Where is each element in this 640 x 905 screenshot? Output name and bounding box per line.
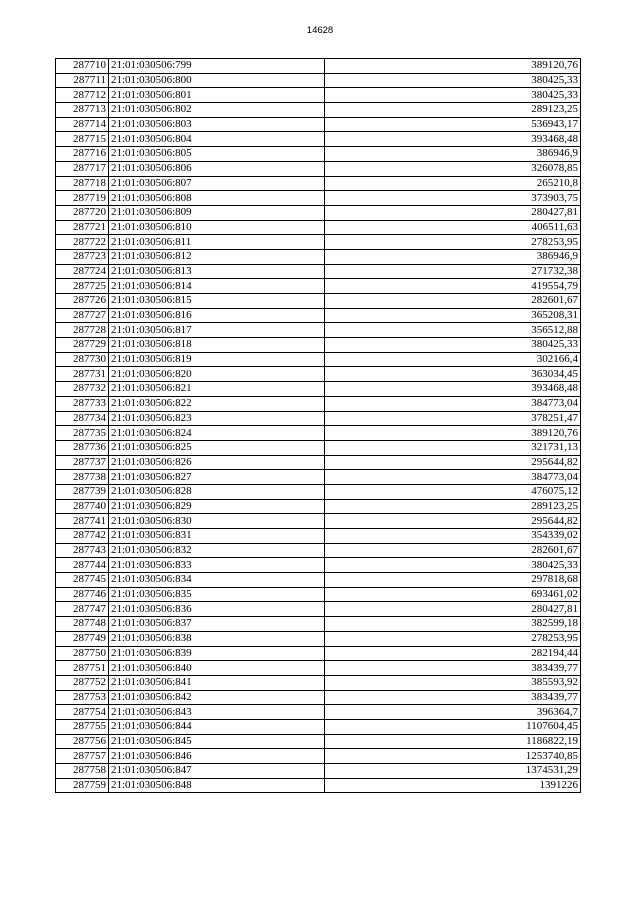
table-row: [56, 352, 581, 367]
cadastral-number-cell: 21:01:030506:813: [109, 264, 325, 279]
value-cell: 536943,17: [325, 117, 581, 132]
row-number-cell: 287756: [56, 734, 109, 749]
cadastral-number-cell: 21:01:030506:819: [109, 352, 325, 367]
value-cell: 278253,95: [325, 235, 581, 250]
value-cell: 289123,25: [325, 103, 581, 118]
table-row: [56, 484, 581, 499]
row-number-cell: 287730: [56, 352, 109, 367]
cadastral-number-cell: 21:01:030506:824: [109, 426, 325, 441]
table-row: [56, 132, 581, 147]
row-number-cell: 287717: [56, 161, 109, 176]
value-cell: 378251,47: [325, 411, 581, 426]
table-row: [56, 205, 581, 220]
value-cell: 1374531,29: [325, 764, 581, 779]
table-row: [56, 103, 581, 118]
cadastral-number-cell: 21:01:030506:812: [109, 249, 325, 264]
row-number-cell: 287739: [56, 484, 109, 499]
cadastral-number-cell: 21:01:030506:829: [109, 499, 325, 514]
row-number-cell: 287754: [56, 705, 109, 720]
value-cell: 280427,81: [325, 602, 581, 617]
cadastral-number-cell: 21:01:030506:838: [109, 631, 325, 646]
cadastral-number-cell: 21:01:030506:801: [109, 88, 325, 103]
page-number: 14628: [306, 25, 334, 36]
value-cell: 356512,88: [325, 323, 581, 338]
table-row: [56, 558, 581, 573]
row-number-cell: 287731: [56, 367, 109, 382]
table-row: [56, 249, 581, 264]
registry-table: [55, 58, 581, 793]
value-cell: 393468,48: [325, 132, 581, 147]
row-number-cell: 287713: [56, 103, 109, 118]
value-cell: 295644,82: [325, 514, 581, 529]
cadastral-number-cell: 21:01:030506:825: [109, 440, 325, 455]
row-number-cell: 287722: [56, 235, 109, 250]
table-row: [56, 294, 581, 309]
row-number-cell: 287723: [56, 249, 109, 264]
row-number-cell: 287725: [56, 279, 109, 294]
value-cell: 419554,79: [325, 279, 581, 294]
table-row: [56, 367, 581, 382]
cadastral-number-cell: 21:01:030506:810: [109, 220, 325, 235]
value-cell: 389120,76: [325, 426, 581, 441]
table-row: [56, 426, 581, 441]
value-cell: 385593,92: [325, 675, 581, 690]
cadastral-number-cell: 21:01:030506:822: [109, 396, 325, 411]
row-number-cell: 287738: [56, 470, 109, 485]
table-row: [56, 617, 581, 632]
row-number-cell: 287741: [56, 514, 109, 529]
cadastral-number-cell: 21:01:030506:847: [109, 764, 325, 779]
cadastral-number-cell: 21:01:030506:842: [109, 690, 325, 705]
value-cell: 383439,77: [325, 661, 581, 676]
cadastral-number-cell: 21:01:030506:834: [109, 573, 325, 588]
table-row: [56, 764, 581, 779]
cadastral-number-cell: 21:01:030506:828: [109, 484, 325, 499]
value-cell: 295644,82: [325, 455, 581, 470]
row-number-cell: 287726: [56, 294, 109, 309]
cadastral-number-cell: 21:01:030506:804: [109, 132, 325, 147]
value-cell: 1186822,19: [325, 734, 581, 749]
cadastral-number-cell: 21:01:030506:817: [109, 323, 325, 338]
table-row: [56, 778, 581, 793]
value-cell: 1391226: [325, 778, 581, 793]
cadastral-number-cell: 21:01:030506:843: [109, 705, 325, 720]
value-cell: 265210,8: [325, 176, 581, 191]
table-row: [56, 264, 581, 279]
row-number-cell: 287744: [56, 558, 109, 573]
row-number-cell: 287752: [56, 675, 109, 690]
table-row: [56, 587, 581, 602]
value-cell: 278253,95: [325, 631, 581, 646]
table-row: [56, 323, 581, 338]
row-number-cell: 287716: [56, 147, 109, 162]
table-row: [56, 499, 581, 514]
row-number-cell: 287759: [56, 778, 109, 793]
table-row: [56, 147, 581, 162]
value-cell: 282194,44: [325, 646, 581, 661]
row-number-cell: 287732: [56, 382, 109, 397]
table-row: [56, 235, 581, 250]
table-row: [56, 690, 581, 705]
row-number-cell: 287719: [56, 191, 109, 206]
value-cell: 289123,25: [325, 499, 581, 514]
row-number-cell: 287743: [56, 543, 109, 558]
table-row: [56, 514, 581, 529]
table-row: [56, 455, 581, 470]
cadastral-number-cell: 21:01:030506:848: [109, 778, 325, 793]
row-number-cell: 287733: [56, 396, 109, 411]
value-cell: 373903,75: [325, 191, 581, 206]
table-row: [56, 646, 581, 661]
cadastral-number-cell: 21:01:030506:826: [109, 455, 325, 470]
row-number-cell: 287740: [56, 499, 109, 514]
value-cell: 386946,9: [325, 249, 581, 264]
table-row: [56, 734, 581, 749]
table-row: [56, 161, 581, 176]
value-cell: 380425,33: [325, 88, 581, 103]
registry-table-body: [56, 59, 581, 793]
table-row: [56, 675, 581, 690]
value-cell: 354339,02: [325, 529, 581, 544]
row-number-cell: 287734: [56, 411, 109, 426]
cadastral-number-cell: 21:01:030506:844: [109, 719, 325, 734]
table-row: [56, 749, 581, 764]
cadastral-number-cell: 21:01:030506:816: [109, 308, 325, 323]
cadastral-number-cell: 21:01:030506:840: [109, 661, 325, 676]
row-number-cell: 287749: [56, 631, 109, 646]
cadastral-number-cell: 21:01:030506:836: [109, 602, 325, 617]
row-number-cell: 287747: [56, 602, 109, 617]
cadastral-number-cell: 21:01:030506:823: [109, 411, 325, 426]
value-cell: 382599,18: [325, 617, 581, 632]
table-row: [56, 529, 581, 544]
cadastral-number-cell: 21:01:030506:845: [109, 734, 325, 749]
value-cell: 393468,48: [325, 382, 581, 397]
row-number-cell: 287727: [56, 308, 109, 323]
value-cell: 302166,4: [325, 352, 581, 367]
table-row: [56, 382, 581, 397]
cadastral-number-cell: 21:01:030506:805: [109, 147, 325, 162]
row-number-cell: 287720: [56, 205, 109, 220]
cadastral-number-cell: 21:01:030506:821: [109, 382, 325, 397]
cadastral-number-cell: 21:01:030506:815: [109, 294, 325, 309]
cadastral-number-cell: 21:01:030506:818: [109, 338, 325, 353]
cadastral-number-cell: 21:01:030506:799: [109, 59, 325, 74]
table-row: [56, 602, 581, 617]
table-row: [56, 308, 581, 323]
row-number-cell: 287737: [56, 455, 109, 470]
cadastral-number-cell: 21:01:030506:809: [109, 205, 325, 220]
row-number-cell: 287712: [56, 88, 109, 103]
value-cell: 380425,33: [325, 338, 581, 353]
table-row: [56, 705, 581, 720]
row-number-cell: 287721: [56, 220, 109, 235]
cadastral-number-cell: 21:01:030506:832: [109, 543, 325, 558]
cadastral-number-cell: 21:01:030506:803: [109, 117, 325, 132]
cadastral-number-cell: 21:01:030506:833: [109, 558, 325, 573]
cadastral-number-cell: 21:01:030506:837: [109, 617, 325, 632]
value-cell: 282601,67: [325, 543, 581, 558]
value-cell: 326078,85: [325, 161, 581, 176]
table-row: [56, 191, 581, 206]
value-cell: 271732,38: [325, 264, 581, 279]
table-row: [56, 631, 581, 646]
row-number-cell: 287724: [56, 264, 109, 279]
cadastral-number-cell: 21:01:030506:808: [109, 191, 325, 206]
row-number-cell: 287735: [56, 426, 109, 441]
cadastral-number-cell: 21:01:030506:827: [109, 470, 325, 485]
cadastral-number-cell: 21:01:030506:831: [109, 529, 325, 544]
table-row: [56, 411, 581, 426]
value-cell: 383439,77: [325, 690, 581, 705]
value-cell: 386946,9: [325, 147, 581, 162]
table-row: [56, 59, 581, 74]
value-cell: 1253740,85: [325, 749, 581, 764]
value-cell: 384773,04: [325, 396, 581, 411]
table-row: [56, 543, 581, 558]
value-cell: 321731,13: [325, 440, 581, 455]
table-row: [56, 279, 581, 294]
row-number-cell: 287755: [56, 719, 109, 734]
row-number-cell: 287736: [56, 440, 109, 455]
value-cell: 363034,45: [325, 367, 581, 382]
value-cell: 1107604,45: [325, 719, 581, 734]
row-number-cell: 287728: [56, 323, 109, 338]
table-row: [56, 573, 581, 588]
row-number-cell: 287710: [56, 59, 109, 74]
cadastral-number-cell: 21:01:030506:820: [109, 367, 325, 382]
row-number-cell: 287718: [56, 176, 109, 191]
row-number-cell: 287750: [56, 646, 109, 661]
cadastral-number-cell: 21:01:030506:835: [109, 587, 325, 602]
value-cell: 384773,04: [325, 470, 581, 485]
cadastral-number-cell: 21:01:030506:802: [109, 103, 325, 118]
table-row: [56, 73, 581, 88]
row-number-cell: 287748: [56, 617, 109, 632]
table-row: [56, 470, 581, 485]
row-number-cell: 287729: [56, 338, 109, 353]
cadastral-number-cell: 21:01:030506:814: [109, 279, 325, 294]
table-row: [56, 338, 581, 353]
table-row: [56, 396, 581, 411]
row-number-cell: 287751: [56, 661, 109, 676]
value-cell: 297818,68: [325, 573, 581, 588]
row-number-cell: 287758: [56, 764, 109, 779]
cadastral-number-cell: 21:01:030506:846: [109, 749, 325, 764]
row-number-cell: 287753: [56, 690, 109, 705]
value-cell: 380425,33: [325, 558, 581, 573]
table-row: [56, 440, 581, 455]
value-cell: 282601,67: [325, 294, 581, 309]
value-cell: 280427,81: [325, 205, 581, 220]
table-row: [56, 661, 581, 676]
value-cell: 396364,7: [325, 705, 581, 720]
row-number-cell: 287711: [56, 73, 109, 88]
row-number-cell: 287715: [56, 132, 109, 147]
row-number-cell: 287745: [56, 573, 109, 588]
table-row: [56, 176, 581, 191]
cadastral-number-cell: 21:01:030506:800: [109, 73, 325, 88]
row-number-cell: 287742: [56, 529, 109, 544]
value-cell: 406511,63: [325, 220, 581, 235]
cadastral-number-cell: 21:01:030506:807: [109, 176, 325, 191]
table-row: [56, 719, 581, 734]
row-number-cell: 287714: [56, 117, 109, 132]
value-cell: 380425,33: [325, 73, 581, 88]
value-cell: 365208,31: [325, 308, 581, 323]
value-cell: 476075,12: [325, 484, 581, 499]
cadastral-number-cell: 21:01:030506:839: [109, 646, 325, 661]
table-row: [56, 220, 581, 235]
cadastral-number-cell: 21:01:030506:830: [109, 514, 325, 529]
cadastral-number-cell: 21:01:030506:811: [109, 235, 325, 250]
value-cell: 693461,02: [325, 587, 581, 602]
table-row: [56, 88, 581, 103]
value-cell: 389120,76: [325, 59, 581, 74]
cadastral-number-cell: 21:01:030506:806: [109, 161, 325, 176]
row-number-cell: 287757: [56, 749, 109, 764]
cadastral-number-cell: 21:01:030506:841: [109, 675, 325, 690]
row-number-cell: 287746: [56, 587, 109, 602]
table-row: [56, 117, 581, 132]
